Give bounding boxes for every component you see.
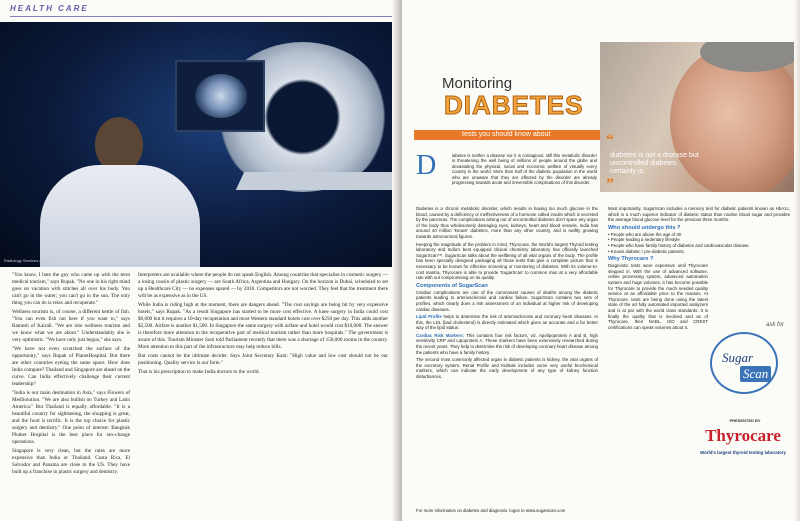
logo-scan-text: Scan xyxy=(740,366,771,382)
lipid-paragraph: Lipid Profile helps to determine the risk of arteriosclerosis and coronary heart diseases. In this, the LDL (bad cholesterol) is directly estimated which gives an accurate and a far better way of the lipid status. xyxy=(416,314,598,331)
pull-quote xyxy=(600,132,700,194)
left-page xyxy=(0,0,398,521)
lead-paragraph: iabetes is neither a disease nor it is contagious; still this metabolic disorder is threatening the well being of millions of people around the globe and devastating the physical, social and economic welfare of virtually every country in the world. More than half of the diabetic population in the world who are unaware that they are affected by the disorder are already progressing towards acute and irreversible complications of this disorder. xyxy=(452,153,597,186)
paragraph: "We have not even scratched the surface of the opportunity," says Rupak of PlanetHospital. But there are other countries eyeing the same space. How does India compare? Thailand and Singapore are ahead on the curve. Can India effectively challenge their current leadership? xyxy=(12,346,131,387)
footer-note: For more information on diabetes and diagnosis, logon to www.sugarscan.com xyxy=(416,508,566,513)
article-column-1 xyxy=(12,272,130,478)
paragraph: Most importantly, SugarScan includes a memory test for diabetic patients known as HbA1c, which is a much superior indicator of diabetic status than routine blood sugar and provides the average blood glucose level for the previous three months. xyxy=(608,206,790,223)
paragraph: Diabetes is a chronic metabolic disorder, which results in having too much glucose in the blood, caused by a deficiency or ineffectiveness of a hormone called insulin which is secreted by the pancreas. The complications arising out of uncontrolled diabetes don't spare any organ of the body thus wholesomely damaging eyes, kidneys, heart and blood vessels. India has around 40 million 'known' diabetics, more than any other country, and is swiftly growing towards astronomical figures. xyxy=(416,206,598,239)
who-list xyxy=(608,232,790,254)
list-item: • Known diabetic / pre-diabetic patients. xyxy=(608,249,790,255)
page-edge xyxy=(794,0,800,521)
article-column-1 xyxy=(416,206,598,382)
drop-cap: D xyxy=(416,150,437,181)
logo-sugar-text: Sugar xyxy=(722,350,754,365)
scanner-table-shape xyxy=(236,172,398,190)
paragraph: But costs cannot be the ultimate decider. Says Joint Secretary Kant: "High value and low cost should not be our positioning. Quality service is our forte." xyxy=(138,353,388,366)
paragraph: The second most commonly affected organ in diabetic patients is kidney, the vital organs of the excretory system. Renal Profile and Kidleak includes some very useful biochemical markers, which can indicate the early development of any type of kidney function disturbances. xyxy=(416,357,598,380)
paragraph: "You know, I hate the guy who came up with the term medical tourism," says Rupak. "No one in his right mind goes on vacation with stitches all over his body. You can't go in the water; you can't go in the sun. The only thing you can do is relax and recuperate." xyxy=(12,272,130,306)
paragraph: Singapore is very clean, but the rates are more expensive than India or Thailand. Costa Rica, El Salvador and Panama are close to the US. They have built up a franchise in plastic surgery and dentistry. xyxy=(12,448,130,475)
quote-close-icon: ” xyxy=(606,176,614,193)
paragraph: Wellness tourism is, of course, a different kettle of fish. "You can even fish out here if you want to," says Ramesh of Kairali. "We are into wellness tourism and we know what we are about." Understandably she is very optimistic. "We have only just begun," she says. xyxy=(12,309,130,343)
radiology-photo xyxy=(0,22,398,267)
thyrocare-tagline: World's largest thyroid testing laboratory xyxy=(700,450,786,455)
list-item: • People who have family history of diabetes and cardiovascular disease. xyxy=(608,243,790,249)
paragraph: Diagnostic tests were expensive until Thyrocare stepped in. With the use of advanced software, online processing system, advanced automation system and huge volumes, it has become possible for Thyrocare to provide the much needed quality service at an affordable price to the masses. At Thyrocare, tests are being done using the latest state of the art fully automated imported analyzers and is at par with the world class standards. It is finally the quality that is involved and as of Thyrocare, their NABL, ISO and CREST certifications can speak volumes about it. xyxy=(608,263,708,330)
pull-quote-text: diabetes is not a disease but uncontrolled diabetes certainly is. xyxy=(610,152,699,175)
why-heading: Why Thyrocare ? xyxy=(608,256,654,263)
quote-open-icon: “ xyxy=(606,132,614,149)
paragraph: Interpreters are available where the people do not speak English. Among countries that specialise in cosmetic surgery — a losing cousin of plastic surgery — are South Africa, Argentina and Hungary. On the horizon is Dubai, scheduled to set up a Healthcare City — no expenses spared — by 2010. Competitors are not worried. They feel that the treatment there will be as expensive as in the US. xyxy=(138,272,388,299)
presented-by: PRESENTED BY xyxy=(729,418,761,423)
right-page xyxy=(402,0,800,521)
brain-scan-shape xyxy=(195,74,247,118)
article-column-2 xyxy=(138,272,388,378)
components-heading: Components of SugarScan xyxy=(416,282,488,289)
doctor-silhouette xyxy=(40,117,200,267)
who-heading: Who should undergo this ? xyxy=(608,224,681,231)
lipid-label: Lipid Profile xyxy=(416,314,442,320)
sugarscan-logo xyxy=(702,322,788,400)
title-monitoring: Monitoring xyxy=(442,75,513,92)
paragraph: While India is riding high at the moment, there are dangers ahead. "The cost savings are being hit by very expensive hotels," says Rupak. "As a result Singapore has started to be more cost effective. A knee surgery in India could cost $6,000 but it requires a 10-day recuperation and most Western standard hotels cost over $250 per day. This adds another $2,500. Airfare is another $1,500. In Singapore the same surgery with airfare and hotel would cost $10,000. The answer is therefore more attention to the recuperative part of medical tourism rather than more hospitals." The government is aware of this. Tourism Minister Soni told Parliament recently that there was a shortage of 150,000 rooms in the country. More attention to this part of the infrastructure may help reduce bills. xyxy=(138,302,388,350)
list-item: • People who are above the age of 30 xyxy=(608,232,790,238)
paragraph: Cardiac complications are one of the commonest causes of deaths among the diabetic patients leading to arteriosclerosis and cardiac failure. SugarScan contains two sets of profiles, which clearly does a risk assessment of an individual at higher risk of developing cardiac diseases. xyxy=(416,289,598,312)
cardiac-paragraph: Cardiac Risk Markers: This contains four risk factors, viz. Apolipoprotein A and B, high sensitivity CRP and Lipoprotein A. These markers have been extensively researched during the recent years. They help to determine the risk of developing coronary heart disease among the patients who have a family history. xyxy=(416,332,598,355)
section-header: HEALTH CARE xyxy=(10,4,89,13)
article-column-2 xyxy=(608,206,790,332)
subtitle-text: tests you should know about xyxy=(462,131,551,138)
ask-for-text: ask for xyxy=(765,322,784,328)
paragraph: That is his prescription to make India doctors to the world. xyxy=(138,369,260,375)
paragraph: "India is our main destination in Asia," says Flowers of MedSolution. "We are also bullish on Turkey and Latin America." But Thailand is equally affordable. "It is a beautiful country for sightseeing, the shopping is great, and the food is terrific. It is the top choice for plastic surgery and dentistry." One point of interest: Bangkok Phuket Hospital is the best place for sex-change operations. xyxy=(12,390,130,445)
list-item: • People leading a sedentary lifestyle xyxy=(608,237,790,243)
section-rule xyxy=(10,16,392,17)
thyrocare-logo: Thyrocare xyxy=(705,426,781,445)
title-diabetes: DIABETES xyxy=(444,90,584,120)
paragraph: Keeping the magnitude of the problem in mind, Thyrocare, the World's largest Thyroid testing laboratory and India's best equipped clinical chemistry laboratory has officially launched SugarScan™. SugarScan talks about the wellbeing of all vital organs of the body. The profile has been specially designed packaging all those tests that give a complete picture that is necessary to be known for effective screening or monitoring of diabetes. With its volume-to-cost mantra, Thyrocare is able to provide 'SugarScan' to common man at a very affordable rate with out compromising on its quality. xyxy=(416,241,598,281)
cardiac-label: Cardiac Risk Markers: xyxy=(416,332,465,338)
photo-caption: Radiology Services (UHB) xyxy=(4,258,51,263)
subtitle-bar xyxy=(414,130,600,140)
